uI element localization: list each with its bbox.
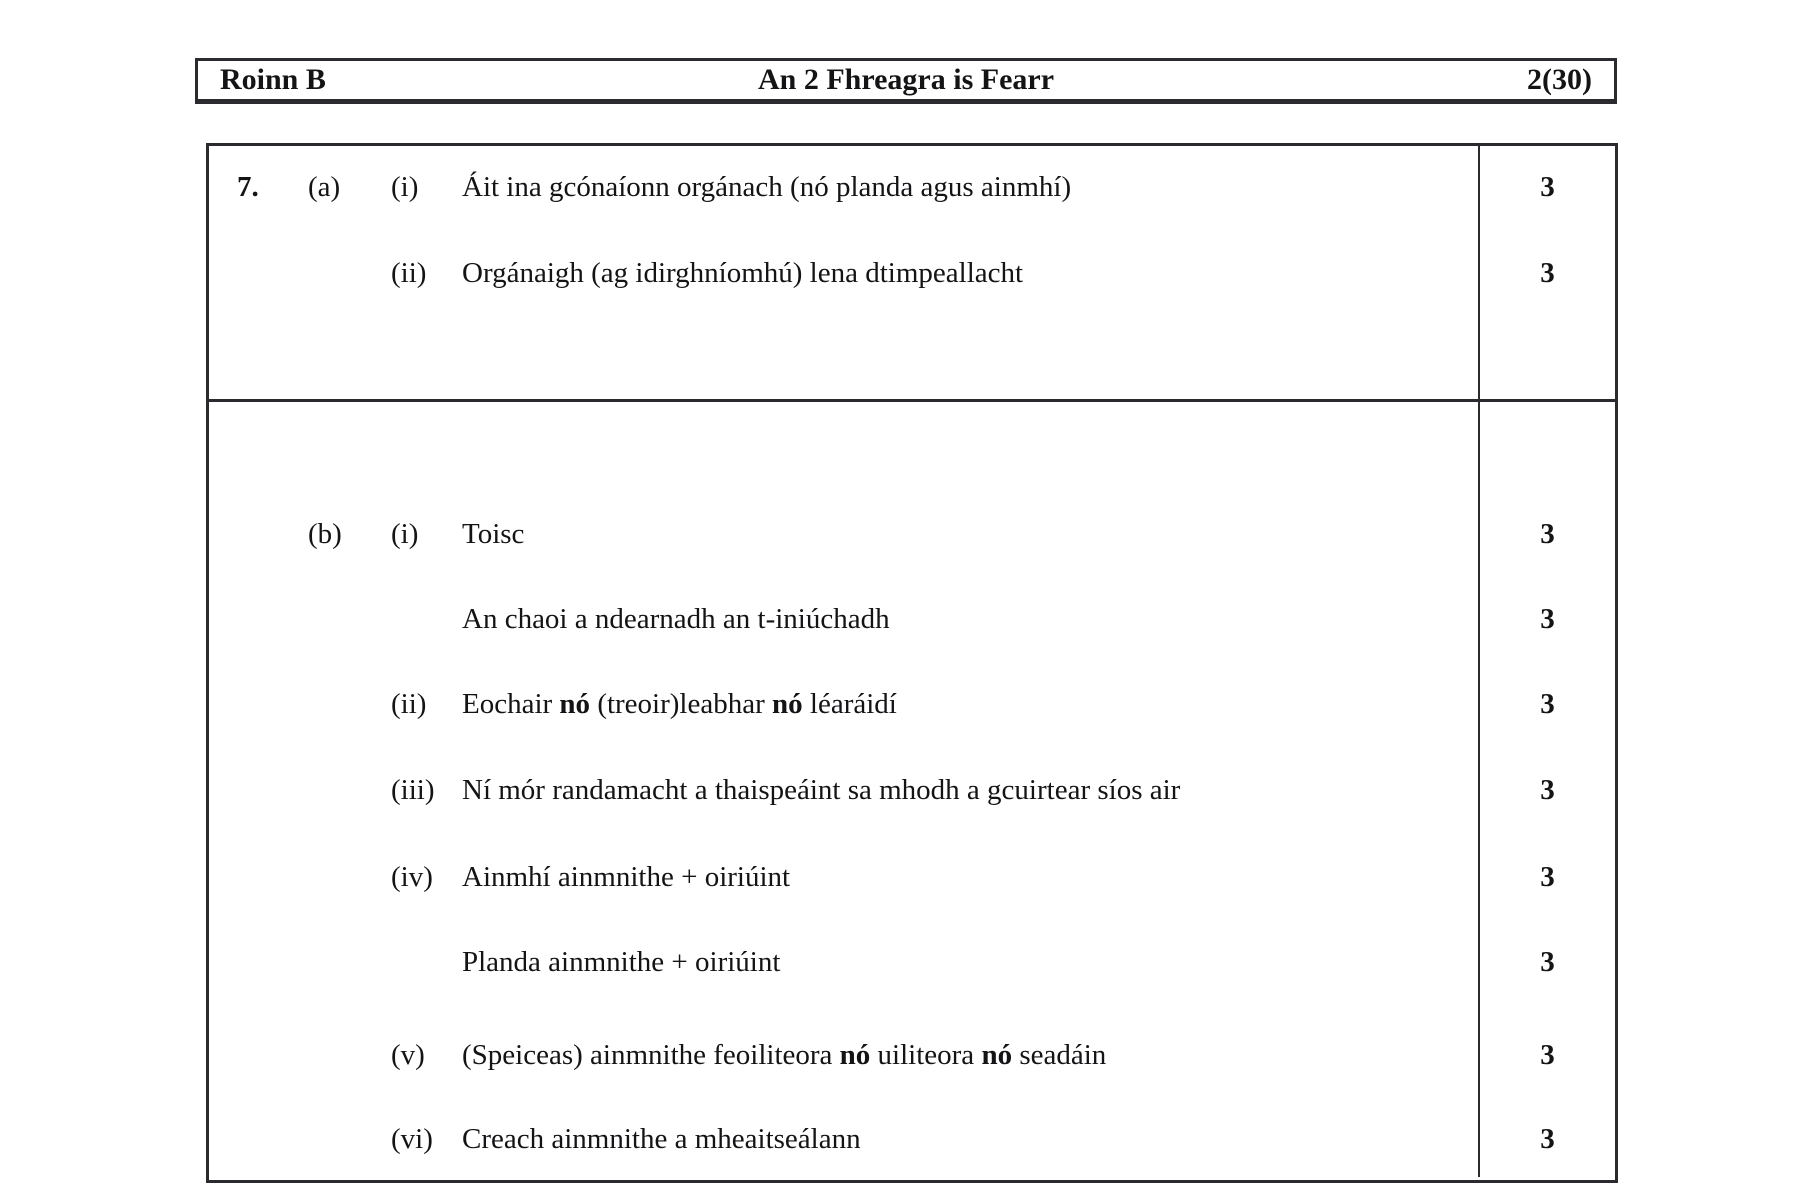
section-marks-total: 2(30) [1527, 63, 1592, 96]
subpart-numeral: (i) [391, 518, 419, 550]
part-letter: (a) [308, 171, 341, 203]
answer-text-segment: (treoir)leabhar [590, 688, 773, 720]
answer-text-bold-segment: nó [559, 688, 591, 720]
answer-text-segment: Orgánaigh (ag idirghníomhú) lena dtimpeallacht [462, 257, 1024, 289]
answer-text-segment: uiliteora [870, 1039, 982, 1071]
answer-text [462, 255, 1480, 291]
mark-value: 3 [1540, 257, 1555, 289]
answer-text [462, 169, 1480, 205]
answer-text [462, 944, 1480, 980]
answer-text-bold-segment: nó [772, 688, 803, 720]
answer-text-segment: Planda ainmnithe + oiriúint [462, 946, 781, 978]
subpart-numeral: (v) [391, 1039, 425, 1071]
answer-text-segment: Ainmhí ainmnithe + oiriúint [462, 861, 791, 893]
table-row [209, 1037, 1615, 1073]
mark-value: 3 [1540, 1123, 1555, 1155]
answer-text [462, 859, 1480, 895]
table-row [209, 1121, 1615, 1157]
answer-text [462, 516, 1480, 552]
mark-value: 3 [1540, 518, 1555, 550]
answer-text-segment: An chaoi a ndearnadh an t-iniúchadh [462, 603, 890, 635]
answer-text [462, 772, 1480, 808]
table-row [209, 601, 1615, 637]
table-row [209, 772, 1615, 808]
answer-text-segment: Áit ina gcónaíonn orgánach (nó planda agus ainmhí) [462, 171, 1072, 203]
answer-text [462, 601, 1480, 637]
mark-value: 3 [1540, 688, 1555, 720]
answer-text [462, 1121, 1480, 1157]
mark-value: 3 [1540, 774, 1555, 806]
table-row [209, 516, 1615, 552]
answer-text [462, 686, 1480, 722]
table-row [209, 859, 1615, 895]
answer-text-segment: Toisc [462, 518, 525, 550]
part-a-band [209, 146, 1615, 402]
subpart-numeral: (i) [391, 171, 419, 203]
answer-text-segment: Creach ainmnithe a mheaitseálann [462, 1123, 861, 1155]
answer-text [462, 1037, 1480, 1073]
answer-text-bold-segment: nó [839, 1039, 871, 1071]
table-row [209, 169, 1615, 205]
part-letter: (b) [308, 518, 342, 550]
mark-value: 3 [1540, 946, 1555, 978]
subpart-numeral: (ii) [391, 688, 427, 720]
section-title: An 2 Fhreagra is Fearr [757, 63, 1055, 96]
answer-text-segment: Eochair [462, 688, 560, 720]
answer-text-segment: seadáin [1012, 1039, 1107, 1071]
mark-value: 3 [1540, 603, 1555, 635]
marking-table [206, 143, 1618, 1183]
mark-value: 3 [1540, 1039, 1555, 1071]
mark-value: 3 [1540, 171, 1555, 203]
subpart-numeral: (vi) [391, 1123, 433, 1155]
part-b-band [209, 402, 1615, 1177]
answer-text-segment: Ní mór randamacht a thaispeáint sa mhodh a gcuirtear síos air [462, 774, 1181, 806]
table-row [209, 944, 1615, 980]
subpart-numeral: (iii) [391, 774, 435, 806]
section-header-bar [195, 58, 1617, 104]
subpart-numeral: (iv) [391, 861, 433, 893]
answer-text-bold-segment: nó [981, 1039, 1013, 1071]
section-label: Roinn B [220, 63, 326, 96]
subpart-numeral: (ii) [391, 257, 427, 289]
answer-text-segment: léaráidí [802, 688, 897, 720]
table-row [209, 255, 1615, 291]
question-number: 7. [237, 171, 259, 203]
mark-value: 3 [1540, 861, 1555, 893]
table-row [209, 686, 1615, 722]
answer-text-segment: (Speiceas) ainmnithe feoiliteora [462, 1039, 840, 1071]
